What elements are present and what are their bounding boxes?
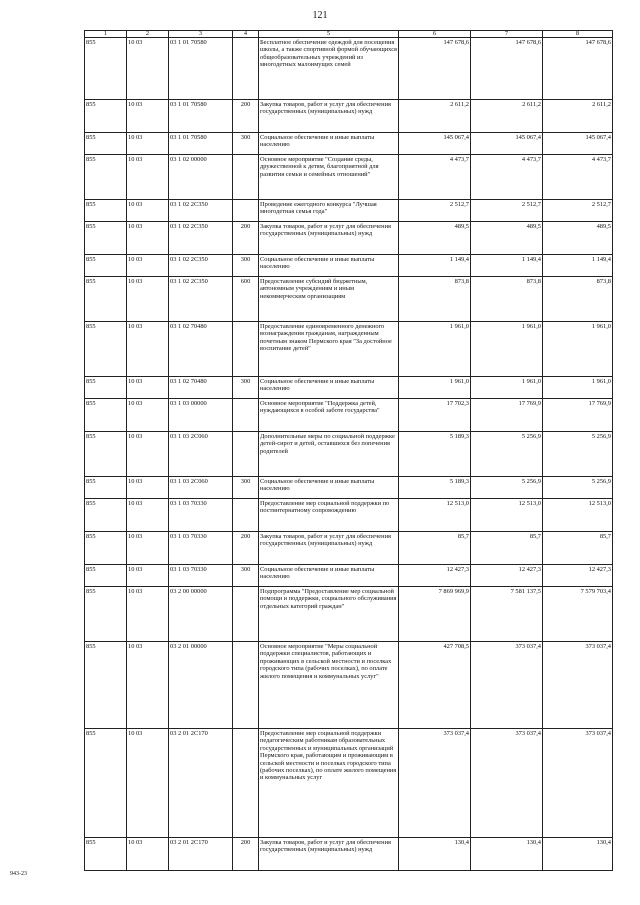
admin-code-cell: 855 [85, 642, 127, 729]
admin-code-cell: 855 [85, 399, 127, 432]
admin-code-cell: 855 [85, 255, 127, 277]
amount-col6-cell: 85,7 [399, 532, 471, 565]
expense-kind-cell: 200 [233, 532, 259, 565]
admin-code-cell: 855 [85, 838, 127, 871]
description-cell: Предоставление единовременного денежного вознаграждения гражданам, награжденным почетным знаком Пермского края "За достойное воспитание детей" [259, 322, 399, 377]
amount-col8-cell: 12 513,0 [543, 499, 613, 532]
column-header-6: 6 [399, 31, 471, 38]
table-row [85, 100, 613, 133]
expense-kind-cell: 300 [233, 477, 259, 499]
amount-col8-cell: 2 611,2 [543, 100, 613, 133]
amount-col8-cell: 489,5 [543, 222, 613, 255]
section-code-cell: 10 03 [127, 222, 169, 255]
section-code-cell: 10 03 [127, 322, 169, 377]
expense-kind-cell [233, 38, 259, 100]
amount-col6-cell: 2 611,2 [399, 100, 471, 133]
amount-col7-cell: 1 961,0 [471, 322, 543, 377]
amount-col7-cell: 17 769,9 [471, 399, 543, 432]
description-cell: Дополнительные меры по социальной поддержке детей-сирот и детей, оставшихся без попечения родителей [259, 432, 399, 477]
description-cell: Социальное обеспечение и иные выплаты населению [259, 477, 399, 499]
amount-col7-cell: 873,8 [471, 277, 543, 322]
amount-col8-cell: 373 037,4 [543, 642, 613, 729]
amount-col6-cell: 12 427,3 [399, 565, 471, 587]
column-header-8: 8 [543, 31, 613, 38]
amount-col8-cell: 1 961,0 [543, 377, 613, 399]
table-row [85, 587, 613, 642]
description-cell: Социальное обеспечение и иные выплаты населению [259, 377, 399, 399]
admin-code-cell: 855 [85, 587, 127, 642]
section-code-cell: 10 03 [127, 255, 169, 277]
table-row [85, 432, 613, 477]
amount-col6-cell: 873,8 [399, 277, 471, 322]
description-cell: Закупка товаров, работ и услуг для обеспечения государственных (муниципальных) нужд [259, 532, 399, 565]
amount-col6-cell: 7 869 969,9 [399, 587, 471, 642]
column-header-5: 5 [259, 31, 399, 38]
column-header-1: 1 [85, 31, 127, 38]
target-article-cell: 03 2 01 2С170 [169, 838, 233, 871]
expense-kind-cell [233, 432, 259, 477]
admin-code-cell: 855 [85, 100, 127, 133]
table-row [85, 255, 613, 277]
description-cell: Закупка товаров, работ и услуг для обеспечения государственных (муниципальных) нужд [259, 222, 399, 255]
column-header-3: 3 [169, 31, 233, 38]
table-row [85, 377, 613, 399]
expense-kind-cell: 300 [233, 255, 259, 277]
description-cell: Социальное обеспечение и иные выплаты населению [259, 565, 399, 587]
amount-col8-cell: 1 961,0 [543, 322, 613, 377]
amount-col7-cell: 4 473,7 [471, 155, 543, 200]
description-cell: Основное мероприятие "Меры социальной поддержки специалистов, работающих и проживающих в сельской местности и поселках городского типа (рабочих поселках), по оплате жилого помещения и коммунальных услуг" [259, 642, 399, 729]
amount-col7-cell: 1 149,4 [471, 255, 543, 277]
section-code-cell: 10 03 [127, 477, 169, 499]
table-row [85, 642, 613, 729]
expense-kind-cell: 300 [233, 377, 259, 399]
amount-col8-cell: 5 256,9 [543, 477, 613, 499]
amount-col6-cell: 4 473,7 [399, 155, 471, 200]
expense-kind-cell: 200 [233, 222, 259, 255]
expense-kind-cell [233, 200, 259, 222]
table-row [85, 38, 613, 100]
amount-col7-cell: 130,4 [471, 838, 543, 871]
description-cell: Закупка товаров, работ и услуг для обеспечения государственных (муниципальных) нужд [259, 838, 399, 871]
amount-col6-cell: 1 149,4 [399, 255, 471, 277]
amount-col7-cell: 373 037,4 [471, 642, 543, 729]
section-code-cell: 10 03 [127, 377, 169, 399]
description-cell: Подпрограмма "Предоставление мер социальной помощи и поддержки, социального обслуживания отдельных категорий граждан" [259, 587, 399, 642]
section-code-cell: 10 03 [127, 399, 169, 432]
amount-col8-cell: 5 256,9 [543, 432, 613, 477]
amount-col7-cell: 12 513,0 [471, 499, 543, 532]
amount-col7-cell: 5 256,9 [471, 477, 543, 499]
admin-code-cell: 855 [85, 377, 127, 399]
amount-col8-cell: 147 678,6 [543, 38, 613, 100]
table-row [85, 277, 613, 322]
target-article-cell: 03 1 02 70480 [169, 322, 233, 377]
section-code-cell: 10 03 [127, 432, 169, 477]
description-cell: Социальное обеспечение и иные выплаты населению [259, 255, 399, 277]
amount-col7-cell: 489,5 [471, 222, 543, 255]
amount-col8-cell: 85,7 [543, 532, 613, 565]
target-article-cell: 03 1 01 70580 [169, 38, 233, 100]
amount-col8-cell: 4 473,7 [543, 155, 613, 200]
target-article-cell: 03 1 02 00000 [169, 155, 233, 200]
description-cell: Предоставление мер социальной поддержки по постинтернатному сопровождению [259, 499, 399, 532]
amount-col6-cell: 5 189,3 [399, 432, 471, 477]
amount-col7-cell: 12 427,3 [471, 565, 543, 587]
expense-kind-cell [233, 642, 259, 729]
target-article-cell: 03 1 03 2С060 [169, 432, 233, 477]
target-article-cell: 03 1 02 2С350 [169, 255, 233, 277]
expense-kind-cell [233, 729, 259, 838]
budget-table [84, 30, 613, 871]
table-row [85, 729, 613, 838]
amount-col6-cell: 427 708,5 [399, 642, 471, 729]
amount-col7-cell: 1 961,0 [471, 377, 543, 399]
section-code-cell: 10 03 [127, 565, 169, 587]
admin-code-cell: 855 [85, 532, 127, 565]
amount-col7-cell: 147 678,6 [471, 38, 543, 100]
description-cell: Предоставление субсидий бюджетным, автономным учреждениям и иным некоммерческим организациям [259, 277, 399, 322]
target-article-cell: 03 1 03 00000 [169, 399, 233, 432]
description-cell: Предоставление мер социальной поддержки педагогическим работникам образовательных государственных и муниципальных организаций Пермского края, работающим и проживающим в сельской местности и поселках городского типа (рабочих поселках), по оплате жилого помещения и коммунальных услуг [259, 729, 399, 838]
amount-col8-cell: 2 512,7 [543, 200, 613, 222]
expense-kind-cell [233, 499, 259, 532]
section-code-cell: 10 03 [127, 38, 169, 100]
section-code-cell: 10 03 [127, 729, 169, 838]
table-body [85, 38, 613, 871]
amount-col6-cell: 5 189,3 [399, 477, 471, 499]
amount-col8-cell: 12 427,3 [543, 565, 613, 587]
admin-code-cell: 855 [85, 729, 127, 838]
description-cell: Закупка товаров, работ и услуг для обеспечения государственных (муниципальных) нужд [259, 100, 399, 133]
column-header-4: 4 [233, 31, 259, 38]
amount-col6-cell: 130,4 [399, 838, 471, 871]
amount-col8-cell: 145 067,4 [543, 133, 613, 155]
amount-col6-cell: 12 513,0 [399, 499, 471, 532]
expense-kind-cell: 600 [233, 277, 259, 322]
expense-kind-cell [233, 155, 259, 200]
expense-kind-cell: 200 [233, 100, 259, 133]
table-row [85, 532, 613, 565]
target-article-cell: 03 2 01 2С170 [169, 729, 233, 838]
table-row [85, 200, 613, 222]
section-code-cell: 10 03 [127, 587, 169, 642]
amount-col6-cell: 373 037,4 [399, 729, 471, 838]
admin-code-cell: 855 [85, 565, 127, 587]
amount-col7-cell: 2 611,2 [471, 100, 543, 133]
description-cell: Основное мероприятие "Поддержка детей, нуждающихся в особой заботе государства" [259, 399, 399, 432]
amount-col7-cell: 2 512,7 [471, 200, 543, 222]
admin-code-cell: 855 [85, 322, 127, 377]
amount-col8-cell: 7 579 703,4 [543, 587, 613, 642]
amount-col7-cell: 145 067,4 [471, 133, 543, 155]
admin-code-cell: 855 [85, 133, 127, 155]
expense-kind-cell [233, 587, 259, 642]
amount-col6-cell: 145 067,4 [399, 133, 471, 155]
section-code-cell: 10 03 [127, 133, 169, 155]
admin-code-cell: 855 [85, 200, 127, 222]
table-row [85, 222, 613, 255]
amount-col6-cell: 17 702,3 [399, 399, 471, 432]
table-row [85, 399, 613, 432]
target-article-cell: 03 1 01 70580 [169, 133, 233, 155]
amount-col8-cell: 1 149,4 [543, 255, 613, 277]
footer-code: 943-23 [10, 871, 27, 877]
amount-col8-cell: 873,8 [543, 277, 613, 322]
section-code-cell: 10 03 [127, 277, 169, 322]
target-article-cell: 03 2 01 00000 [169, 642, 233, 729]
admin-code-cell: 855 [85, 477, 127, 499]
table-row [85, 133, 613, 155]
amount-col6-cell: 489,5 [399, 222, 471, 255]
table-row [85, 838, 613, 871]
target-article-cell: 03 1 03 70330 [169, 565, 233, 587]
admin-code-cell: 855 [85, 38, 127, 100]
section-code-cell: 10 03 [127, 200, 169, 222]
admin-code-cell: 855 [85, 222, 127, 255]
amount-col8-cell: 130,4 [543, 838, 613, 871]
amount-col6-cell: 147 678,6 [399, 38, 471, 100]
target-article-cell: 03 1 03 2С060 [169, 477, 233, 499]
section-code-cell: 10 03 [127, 100, 169, 133]
expense-kind-cell: 300 [233, 565, 259, 587]
admin-code-cell: 855 [85, 155, 127, 200]
table-row [85, 477, 613, 499]
section-code-cell: 10 03 [127, 499, 169, 532]
amount-col7-cell: 5 256,9 [471, 432, 543, 477]
section-code-cell: 10 03 [127, 642, 169, 729]
section-code-cell: 10 03 [127, 838, 169, 871]
column-header-2: 2 [127, 31, 169, 38]
admin-code-cell: 855 [85, 277, 127, 322]
expense-kind-cell: 200 [233, 838, 259, 871]
amount-col6-cell: 1 961,0 [399, 377, 471, 399]
target-article-cell: 03 1 03 70330 [169, 499, 233, 532]
target-article-cell: 03 1 02 70480 [169, 377, 233, 399]
description-cell: Проведение ежегодного конкурса "Лучшая многодетная семья года" [259, 200, 399, 222]
target-article-cell: 03 1 02 2С350 [169, 222, 233, 255]
expense-kind-cell: 300 [233, 133, 259, 155]
target-article-cell: 03 1 03 70330 [169, 532, 233, 565]
expense-kind-cell [233, 322, 259, 377]
table-row [85, 499, 613, 532]
target-article-cell: 03 1 02 2С350 [169, 200, 233, 222]
table-row [85, 322, 613, 377]
table-row [85, 155, 613, 200]
description-cell: Социальное обеспечение и иные выплаты населению [259, 133, 399, 155]
column-header-7: 7 [471, 31, 543, 38]
target-article-cell: 03 2 00 00000 [169, 587, 233, 642]
description-cell: Основное мероприятие "Создание среды, дружественной к детям, благоприятной для развития семьи и семейных отношений" [259, 155, 399, 200]
target-article-cell: 03 1 01 70580 [169, 100, 233, 133]
amount-col7-cell: 85,7 [471, 532, 543, 565]
description-cell: Бесплатное обеспечение одеждой для посещения школы, а также спортивной формой обучающихся общеобразовательных учреждений из многодетных малоимущих семей [259, 38, 399, 100]
table-row [85, 565, 613, 587]
target-article-cell: 03 1 02 2С350 [169, 277, 233, 322]
amount-col6-cell: 2 512,7 [399, 200, 471, 222]
table-header-row [85, 31, 613, 38]
amount-col8-cell: 17 769,9 [543, 399, 613, 432]
amount-col7-cell: 7 581 137,5 [471, 587, 543, 642]
page-number: 121 [312, 10, 328, 21]
admin-code-cell: 855 [85, 499, 127, 532]
amount-col8-cell: 373 037,4 [543, 729, 613, 838]
amount-col6-cell: 1 961,0 [399, 322, 471, 377]
section-code-cell: 10 03 [127, 532, 169, 565]
admin-code-cell: 855 [85, 432, 127, 477]
section-code-cell: 10 03 [127, 155, 169, 200]
amount-col7-cell: 373 037,4 [471, 729, 543, 838]
expense-kind-cell [233, 399, 259, 432]
